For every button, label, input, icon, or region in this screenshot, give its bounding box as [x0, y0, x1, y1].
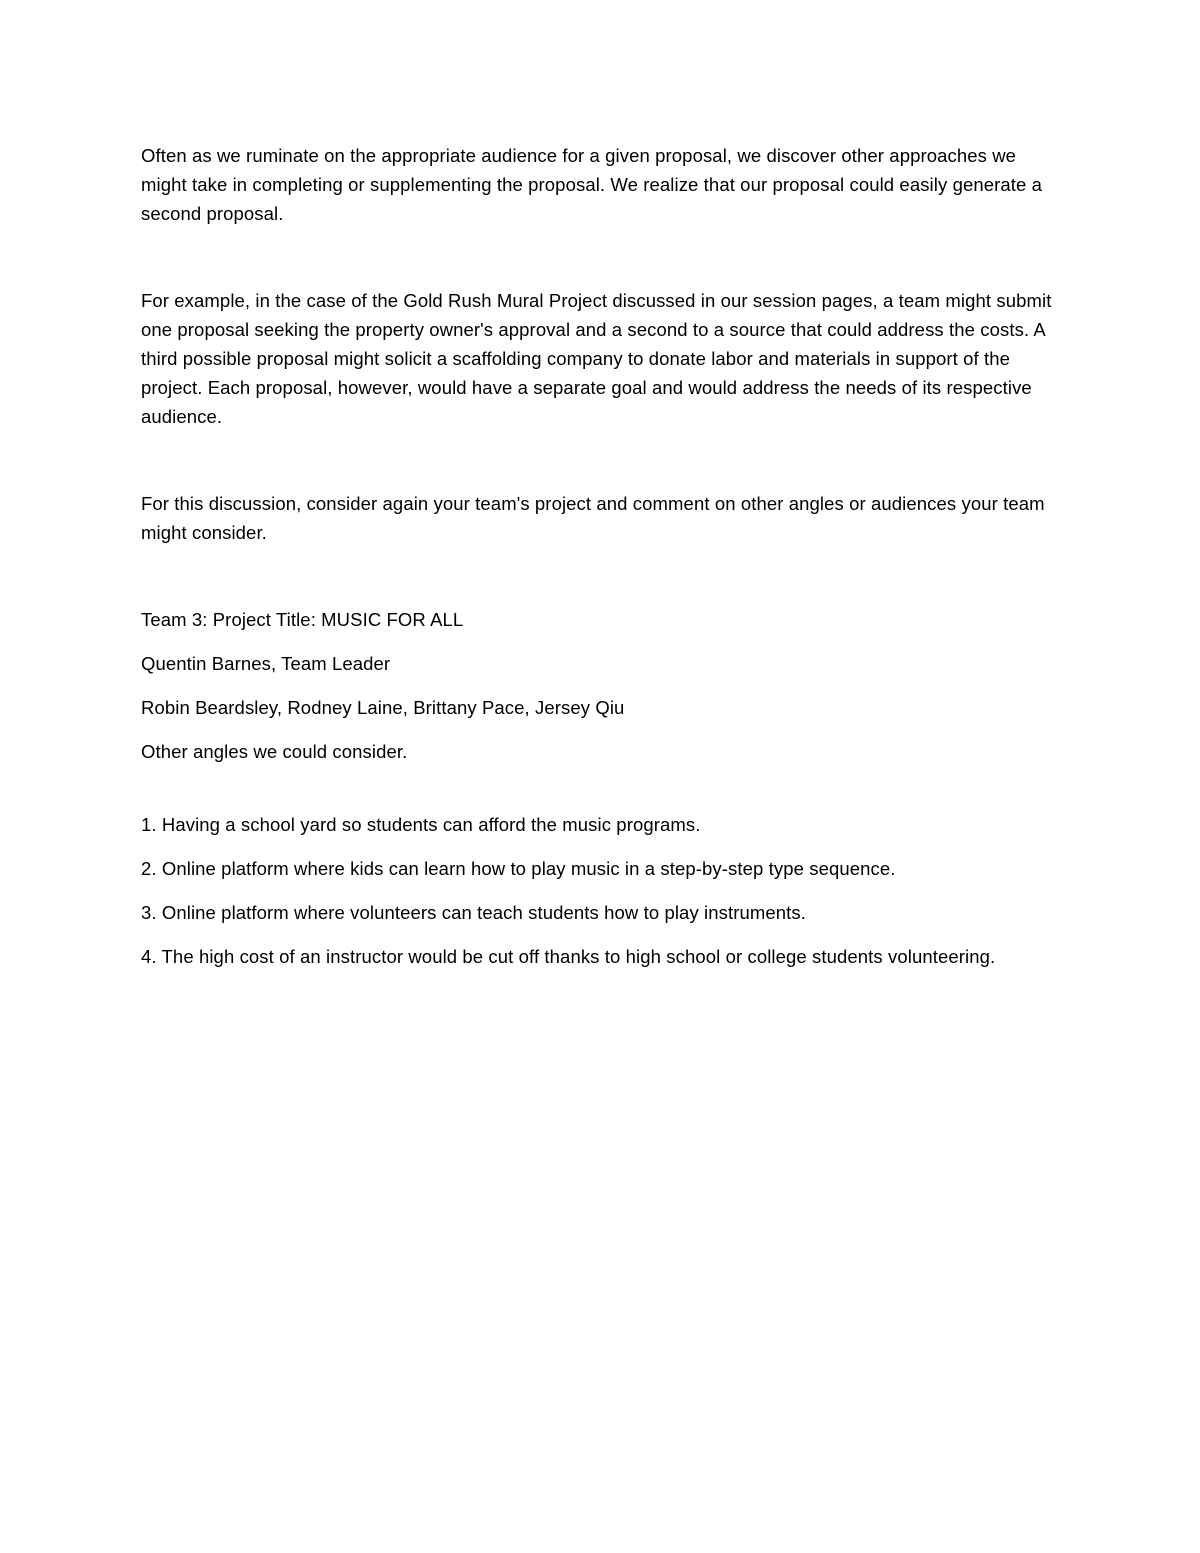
list-item: 1. Having a school yard so students can afford the music programs. [141, 814, 701, 835]
list-item: 2. Online platform where kids can learn how to play music in a step-by-step type sequence. [141, 858, 896, 879]
team-members: Robin Beardsley, Rodney Laine, Brittany Pace, Jersey Qiu [141, 697, 625, 718]
angles-list [141, 810, 1061, 971]
list-item: 4. The high cost of an instructor would be cut off thanks to high school or college students volunteering. [141, 946, 996, 967]
discussion-paragraph: For this discussion, consider again your team's project and comment on other angles or audiences your team might consider. [141, 493, 1045, 543]
team-leader: Quentin Barnes, Team Leader [141, 653, 391, 674]
team-title: Team 3: Project Title: MUSIC FOR ALL [141, 609, 464, 630]
document-body [141, 141, 1061, 986]
example-paragraph: For example, in the case of the Gold Rush Mural Project discussed in our session pages, a team might submit one proposal seeking the property owner's approval and a second to a source that could address the costs. A third possible proposal might solicit a scaffolding company to donate labor and materials in support of the project. Each proposal, however, would have a separate goal and would address the needs of its respective audience. [141, 290, 1052, 427]
list-item: 3. Online platform where volunteers can teach students how to play instruments. [141, 902, 806, 923]
intro-paragraph: Often as we ruminate on the appropriate audience for a given proposal, we discover other approaches we might take in completing or supplementing the proposal. We realize that our proposal could easily generate a second proposal. [141, 145, 1043, 224]
angles-heading: Other angles we could consider. [141, 741, 408, 762]
